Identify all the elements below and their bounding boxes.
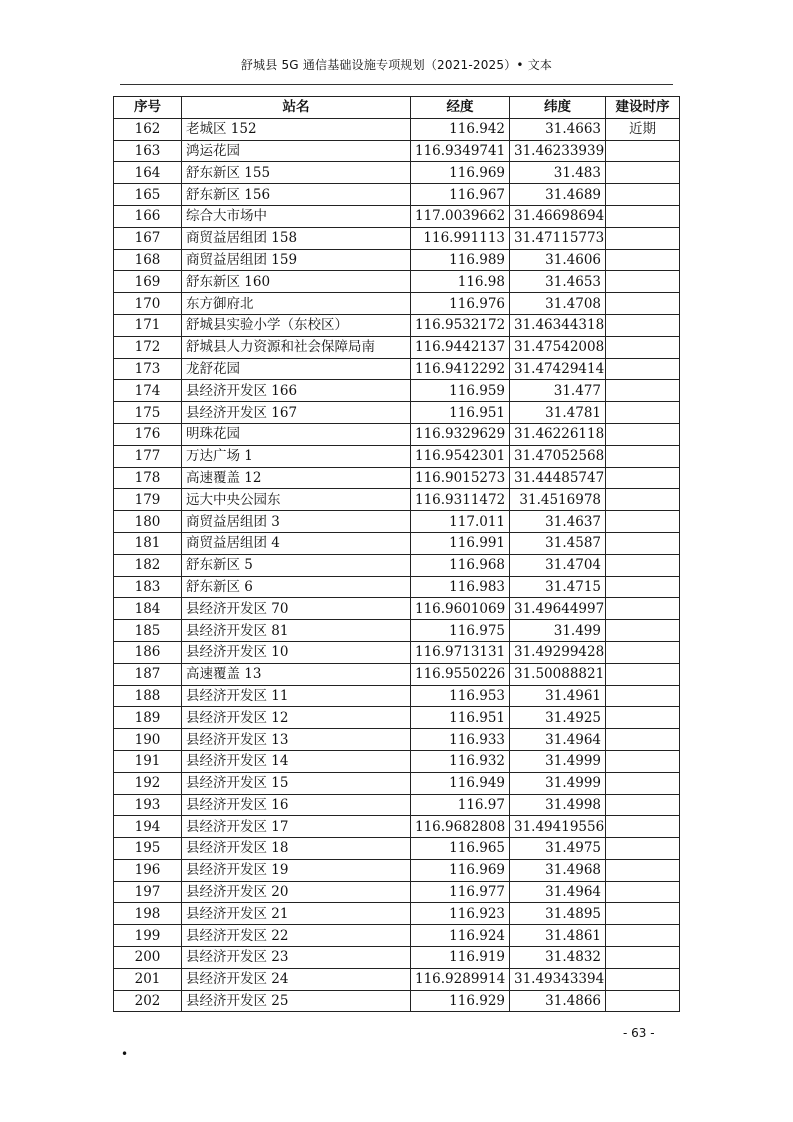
cell-phase bbox=[606, 205, 680, 227]
cell-latitude: 31.4587 bbox=[510, 532, 606, 554]
cell-longitude: 116.97 bbox=[411, 794, 510, 816]
cell-latitude: 31.499 bbox=[510, 620, 606, 642]
cell-latitude: 31.483 bbox=[510, 162, 606, 184]
cell-id: 165 bbox=[114, 184, 182, 206]
cell-phase bbox=[606, 336, 680, 358]
cell-latitude: 31.4516978 bbox=[510, 489, 606, 511]
cell-phase bbox=[606, 729, 680, 751]
cell-phase bbox=[606, 598, 680, 620]
cell-id: 178 bbox=[114, 467, 182, 489]
cell-id: 175 bbox=[114, 402, 182, 424]
cell-station-name: 县经济开发区 15 bbox=[182, 772, 411, 794]
cell-phase bbox=[606, 772, 680, 794]
cell-id: 182 bbox=[114, 554, 182, 576]
cell-id: 176 bbox=[114, 423, 182, 445]
cell-latitude: 31.4964 bbox=[510, 729, 606, 751]
table-row bbox=[114, 990, 680, 1012]
cell-longitude: 116.923 bbox=[411, 903, 510, 925]
cell-id: 179 bbox=[114, 489, 182, 511]
cell-phase bbox=[606, 314, 680, 336]
cell-station-name: 县经济开发区 18 bbox=[182, 838, 411, 860]
cell-phase bbox=[606, 925, 680, 947]
cell-id: 167 bbox=[114, 227, 182, 249]
column-header-latitude: 纬度 bbox=[510, 97, 606, 119]
cell-latitude: 31.47429414 bbox=[510, 358, 606, 380]
cell-id: 199 bbox=[114, 925, 182, 947]
cell-phase bbox=[606, 663, 680, 685]
cell-latitude: 31.4895 bbox=[510, 903, 606, 925]
table-row bbox=[114, 838, 680, 860]
table-row bbox=[114, 184, 680, 206]
table-row bbox=[114, 968, 680, 990]
cell-station-name: 舒城县人力资源和社会保障局南 bbox=[182, 336, 411, 358]
cell-longitude: 116.969 bbox=[411, 859, 510, 881]
cell-station-name: 东方御府北 bbox=[182, 293, 411, 315]
table-row bbox=[114, 663, 680, 685]
cell-latitude: 31.49419556 bbox=[510, 816, 606, 838]
table-row bbox=[114, 598, 680, 620]
cell-station-name: 舒东新区 156 bbox=[182, 184, 411, 206]
table-row bbox=[114, 205, 680, 227]
cell-id: 192 bbox=[114, 772, 182, 794]
cell-phase bbox=[606, 249, 680, 271]
table-row bbox=[114, 794, 680, 816]
cell-id: 198 bbox=[114, 903, 182, 925]
cell-longitude: 116.929 bbox=[411, 990, 510, 1012]
cell-station-name: 商贸益居组团 158 bbox=[182, 227, 411, 249]
cell-latitude: 31.4975 bbox=[510, 838, 606, 860]
cell-longitude: 116.933 bbox=[411, 729, 510, 751]
cell-latitude: 31.4968 bbox=[510, 859, 606, 881]
cell-phase bbox=[606, 816, 680, 838]
cell-id: 183 bbox=[114, 576, 182, 598]
footer-mark: • bbox=[121, 1047, 129, 1061]
cell-latitude: 31.46698694 bbox=[510, 205, 606, 227]
cell-phase bbox=[606, 467, 680, 489]
table-row bbox=[114, 314, 680, 336]
cell-id: 200 bbox=[114, 947, 182, 969]
cell-station-name: 远大中央公园东 bbox=[182, 489, 411, 511]
cell-station-name: 县经济开发区 14 bbox=[182, 750, 411, 772]
cell-phase bbox=[606, 641, 680, 663]
cell-station-name: 老城区 152 bbox=[182, 118, 411, 140]
cell-longitude: 117.011 bbox=[411, 511, 510, 533]
table-row bbox=[114, 227, 680, 249]
table-row bbox=[114, 707, 680, 729]
cell-station-name: 县经济开发区 17 bbox=[182, 816, 411, 838]
cell-latitude: 31.50088821 bbox=[510, 663, 606, 685]
column-header-phase: 建设时序 bbox=[606, 97, 680, 119]
cell-longitude: 116.9713131 bbox=[411, 641, 510, 663]
cell-latitude: 31.49644997 bbox=[510, 598, 606, 620]
cell-longitude: 116.951 bbox=[411, 402, 510, 424]
table-row bbox=[114, 947, 680, 969]
cell-phase bbox=[606, 423, 680, 445]
cell-latitude: 31.4637 bbox=[510, 511, 606, 533]
cell-station-name: 舒东新区 155 bbox=[182, 162, 411, 184]
cell-id: 202 bbox=[114, 990, 182, 1012]
cell-longitude: 116.951 bbox=[411, 707, 510, 729]
cell-longitude: 116.9550226 bbox=[411, 663, 510, 685]
cell-longitude: 116.9349741 bbox=[411, 140, 510, 162]
cell-station-name: 明珠花园 bbox=[182, 423, 411, 445]
table-row bbox=[114, 271, 680, 293]
cell-station-name: 商贸益居组团 4 bbox=[182, 532, 411, 554]
cell-latitude: 31.4998 bbox=[510, 794, 606, 816]
cell-latitude: 31.4999 bbox=[510, 750, 606, 772]
cell-phase bbox=[606, 380, 680, 402]
cell-id: 180 bbox=[114, 511, 182, 533]
table-row bbox=[114, 685, 680, 707]
cell-station-name: 综合大市场中 bbox=[182, 205, 411, 227]
cell-station-name: 县经济开发区 11 bbox=[182, 685, 411, 707]
cell-latitude: 31.4704 bbox=[510, 554, 606, 576]
cell-latitude: 31.47542008 bbox=[510, 336, 606, 358]
cell-id: 171 bbox=[114, 314, 182, 336]
cell-station-name: 县经济开发区 13 bbox=[182, 729, 411, 751]
cell-phase bbox=[606, 620, 680, 642]
cell-id: 197 bbox=[114, 881, 182, 903]
cell-station-name: 县经济开发区 23 bbox=[182, 947, 411, 969]
table-row bbox=[114, 641, 680, 663]
cell-id: 172 bbox=[114, 336, 182, 358]
cell-station-name: 商贸益居组团 159 bbox=[182, 249, 411, 271]
cell-longitude: 116.932 bbox=[411, 750, 510, 772]
cell-longitude: 116.968 bbox=[411, 554, 510, 576]
cell-phase bbox=[606, 903, 680, 925]
cell-phase bbox=[606, 184, 680, 206]
cell-latitude: 31.4832 bbox=[510, 947, 606, 969]
cell-phase bbox=[606, 140, 680, 162]
cell-id: 162 bbox=[114, 118, 182, 140]
table-row bbox=[114, 729, 680, 751]
cell-id: 187 bbox=[114, 663, 182, 685]
cell-phase bbox=[606, 859, 680, 881]
cell-id: 186 bbox=[114, 641, 182, 663]
cell-latitude: 31.46226118 bbox=[510, 423, 606, 445]
cell-id: 190 bbox=[114, 729, 182, 751]
cell-latitude: 31.4999 bbox=[510, 772, 606, 794]
cell-latitude: 31.49299428 bbox=[510, 641, 606, 663]
cell-phase bbox=[606, 554, 680, 576]
table-row bbox=[114, 859, 680, 881]
cell-station-name: 县经济开发区 12 bbox=[182, 707, 411, 729]
cell-longitude: 116.9311472 bbox=[411, 489, 510, 511]
cell-phase bbox=[606, 750, 680, 772]
cell-id: 166 bbox=[114, 205, 182, 227]
cell-latitude: 31.4653 bbox=[510, 271, 606, 293]
cell-station-name: 县经济开发区 21 bbox=[182, 903, 411, 925]
cell-id: 194 bbox=[114, 816, 182, 838]
table-row bbox=[114, 816, 680, 838]
cell-station-name: 舒城县实验小学（东校区） bbox=[182, 314, 411, 336]
cell-longitude: 116.9682808 bbox=[411, 816, 510, 838]
cell-longitude: 116.977 bbox=[411, 881, 510, 903]
cell-longitude: 117.0039662 bbox=[411, 205, 510, 227]
table-row bbox=[114, 903, 680, 925]
cell-phase bbox=[606, 576, 680, 598]
table-row bbox=[114, 925, 680, 947]
table-row bbox=[114, 423, 680, 445]
cell-longitude: 116.967 bbox=[411, 184, 510, 206]
cell-id: 181 bbox=[114, 532, 182, 554]
column-header-id: 序号 bbox=[114, 97, 182, 119]
cell-phase bbox=[606, 990, 680, 1012]
cell-latitude: 31.4925 bbox=[510, 707, 606, 729]
cell-id: 195 bbox=[114, 838, 182, 860]
cell-latitude: 31.477 bbox=[510, 380, 606, 402]
table-row bbox=[114, 620, 680, 642]
cell-longitude: 116.969 bbox=[411, 162, 510, 184]
cell-longitude: 116.9289914 bbox=[411, 968, 510, 990]
station-table bbox=[113, 96, 680, 1012]
table-row bbox=[114, 118, 680, 140]
cell-phase bbox=[606, 402, 680, 424]
table-row bbox=[114, 576, 680, 598]
cell-latitude: 31.4715 bbox=[510, 576, 606, 598]
cell-id: 196 bbox=[114, 859, 182, 881]
cell-latitude: 31.44485747 bbox=[510, 467, 606, 489]
table-row bbox=[114, 402, 680, 424]
cell-longitude: 116.976 bbox=[411, 293, 510, 315]
cell-latitude: 31.4689 bbox=[510, 184, 606, 206]
header-divider bbox=[120, 84, 673, 85]
cell-latitude: 31.4606 bbox=[510, 249, 606, 271]
table-row bbox=[114, 140, 680, 162]
column-header-name: 站名 bbox=[182, 97, 411, 119]
cell-phase bbox=[606, 947, 680, 969]
cell-longitude: 116.919 bbox=[411, 947, 510, 969]
table-row bbox=[114, 445, 680, 467]
table-body bbox=[114, 118, 680, 1012]
cell-station-name: 高速覆盖 12 bbox=[182, 467, 411, 489]
cell-latitude: 31.4781 bbox=[510, 402, 606, 424]
cell-station-name: 鸿运花园 bbox=[182, 140, 411, 162]
cell-longitude: 116.989 bbox=[411, 249, 510, 271]
table-row bbox=[114, 162, 680, 184]
cell-longitude: 116.949 bbox=[411, 772, 510, 794]
table-row bbox=[114, 336, 680, 358]
table-row bbox=[114, 249, 680, 271]
table-row bbox=[114, 358, 680, 380]
table-row bbox=[114, 554, 680, 576]
cell-phase bbox=[606, 271, 680, 293]
cell-longitude: 116.9015273 bbox=[411, 467, 510, 489]
cell-latitude: 31.4861 bbox=[510, 925, 606, 947]
cell-station-name: 县经济开发区 22 bbox=[182, 925, 411, 947]
cell-phase bbox=[606, 794, 680, 816]
cell-phase bbox=[606, 162, 680, 184]
cell-longitude: 116.983 bbox=[411, 576, 510, 598]
cell-longitude: 116.942 bbox=[411, 118, 510, 140]
column-header-longitude: 经度 bbox=[411, 97, 510, 119]
cell-id: 174 bbox=[114, 380, 182, 402]
cell-id: 201 bbox=[114, 968, 182, 990]
cell-longitude: 116.9601069 bbox=[411, 598, 510, 620]
table-row bbox=[114, 532, 680, 554]
cell-phase bbox=[606, 881, 680, 903]
cell-longitude: 116.9542301 bbox=[411, 445, 510, 467]
table-row bbox=[114, 511, 680, 533]
cell-longitude: 116.9329629 bbox=[411, 423, 510, 445]
cell-id: 164 bbox=[114, 162, 182, 184]
table-row bbox=[114, 750, 680, 772]
cell-longitude: 116.9412292 bbox=[411, 358, 510, 380]
cell-latitude: 31.4964 bbox=[510, 881, 606, 903]
cell-phase bbox=[606, 968, 680, 990]
cell-phase bbox=[606, 293, 680, 315]
cell-station-name: 舒东新区 6 bbox=[182, 576, 411, 598]
cell-station-name: 县经济开发区 19 bbox=[182, 859, 411, 881]
cell-longitude: 116.953 bbox=[411, 685, 510, 707]
cell-phase bbox=[606, 445, 680, 467]
cell-phase bbox=[606, 489, 680, 511]
cell-latitude: 31.47115773 bbox=[510, 227, 606, 249]
cell-latitude: 31.49343394 bbox=[510, 968, 606, 990]
cell-phase bbox=[606, 358, 680, 380]
cell-id: 173 bbox=[114, 358, 182, 380]
cell-phase bbox=[606, 685, 680, 707]
cell-phase bbox=[606, 707, 680, 729]
cell-station-name: 县经济开发区 10 bbox=[182, 641, 411, 663]
cell-id: 185 bbox=[114, 620, 182, 642]
cell-station-name: 舒东新区 5 bbox=[182, 554, 411, 576]
cell-station-name: 舒东新区 160 bbox=[182, 271, 411, 293]
cell-station-name: 县经济开发区 81 bbox=[182, 620, 411, 642]
cell-id: 188 bbox=[114, 685, 182, 707]
table-row bbox=[114, 489, 680, 511]
cell-station-name: 县经济开发区 24 bbox=[182, 968, 411, 990]
cell-longitude: 116.965 bbox=[411, 838, 510, 860]
cell-longitude: 116.924 bbox=[411, 925, 510, 947]
cell-phase: 近期 bbox=[606, 118, 680, 140]
cell-station-name: 高速覆盖 13 bbox=[182, 663, 411, 685]
cell-longitude: 116.991 bbox=[411, 532, 510, 554]
cell-longitude: 116.975 bbox=[411, 620, 510, 642]
cell-station-name: 万达广场 1 bbox=[182, 445, 411, 467]
cell-id: 168 bbox=[114, 249, 182, 271]
cell-station-name: 县经济开发区 70 bbox=[182, 598, 411, 620]
cell-id: 177 bbox=[114, 445, 182, 467]
table-row bbox=[114, 380, 680, 402]
cell-latitude: 31.46344318 bbox=[510, 314, 606, 336]
cell-latitude: 31.4708 bbox=[510, 293, 606, 315]
cell-phase bbox=[606, 532, 680, 554]
cell-station-name: 县经济开发区 20 bbox=[182, 881, 411, 903]
table-row bbox=[114, 467, 680, 489]
cell-phase bbox=[606, 511, 680, 533]
cell-station-name: 县经济开发区 16 bbox=[182, 794, 411, 816]
cell-phase bbox=[606, 838, 680, 860]
cell-latitude: 31.4866 bbox=[510, 990, 606, 1012]
table-row bbox=[114, 881, 680, 903]
table-header-row bbox=[114, 97, 680, 119]
cell-station-name: 龙舒花园 bbox=[182, 358, 411, 380]
table-row bbox=[114, 293, 680, 315]
cell-station-name: 商贸益居组团 3 bbox=[182, 511, 411, 533]
cell-id: 189 bbox=[114, 707, 182, 729]
cell-longitude: 116.98 bbox=[411, 271, 510, 293]
document-header-title: 舒城县 5G 通信基础设施专项规划（2021-2025）• 文本 bbox=[240, 58, 553, 72]
cell-station-name: 县经济开发区 25 bbox=[182, 990, 411, 1012]
table-row bbox=[114, 772, 680, 794]
cell-id: 170 bbox=[114, 293, 182, 315]
cell-station-name: 县经济开发区 166 bbox=[182, 380, 411, 402]
cell-latitude: 31.47052568 bbox=[510, 445, 606, 467]
cell-id: 163 bbox=[114, 140, 182, 162]
cell-latitude: 31.4961 bbox=[510, 685, 606, 707]
cell-id: 184 bbox=[114, 598, 182, 620]
cell-latitude: 31.4663 bbox=[510, 118, 606, 140]
cell-longitude: 116.9442137 bbox=[411, 336, 510, 358]
cell-longitude: 116.9532172 bbox=[411, 314, 510, 336]
cell-id: 169 bbox=[114, 271, 182, 293]
cell-phase bbox=[606, 227, 680, 249]
cell-longitude: 116.991113 bbox=[411, 227, 510, 249]
cell-id: 191 bbox=[114, 750, 182, 772]
page-number: - 63 - bbox=[623, 1026, 655, 1040]
cell-longitude: 116.959 bbox=[411, 380, 510, 402]
cell-latitude: 31.46233939 bbox=[510, 140, 606, 162]
cell-id: 193 bbox=[114, 794, 182, 816]
cell-station-name: 县经济开发区 167 bbox=[182, 402, 411, 424]
